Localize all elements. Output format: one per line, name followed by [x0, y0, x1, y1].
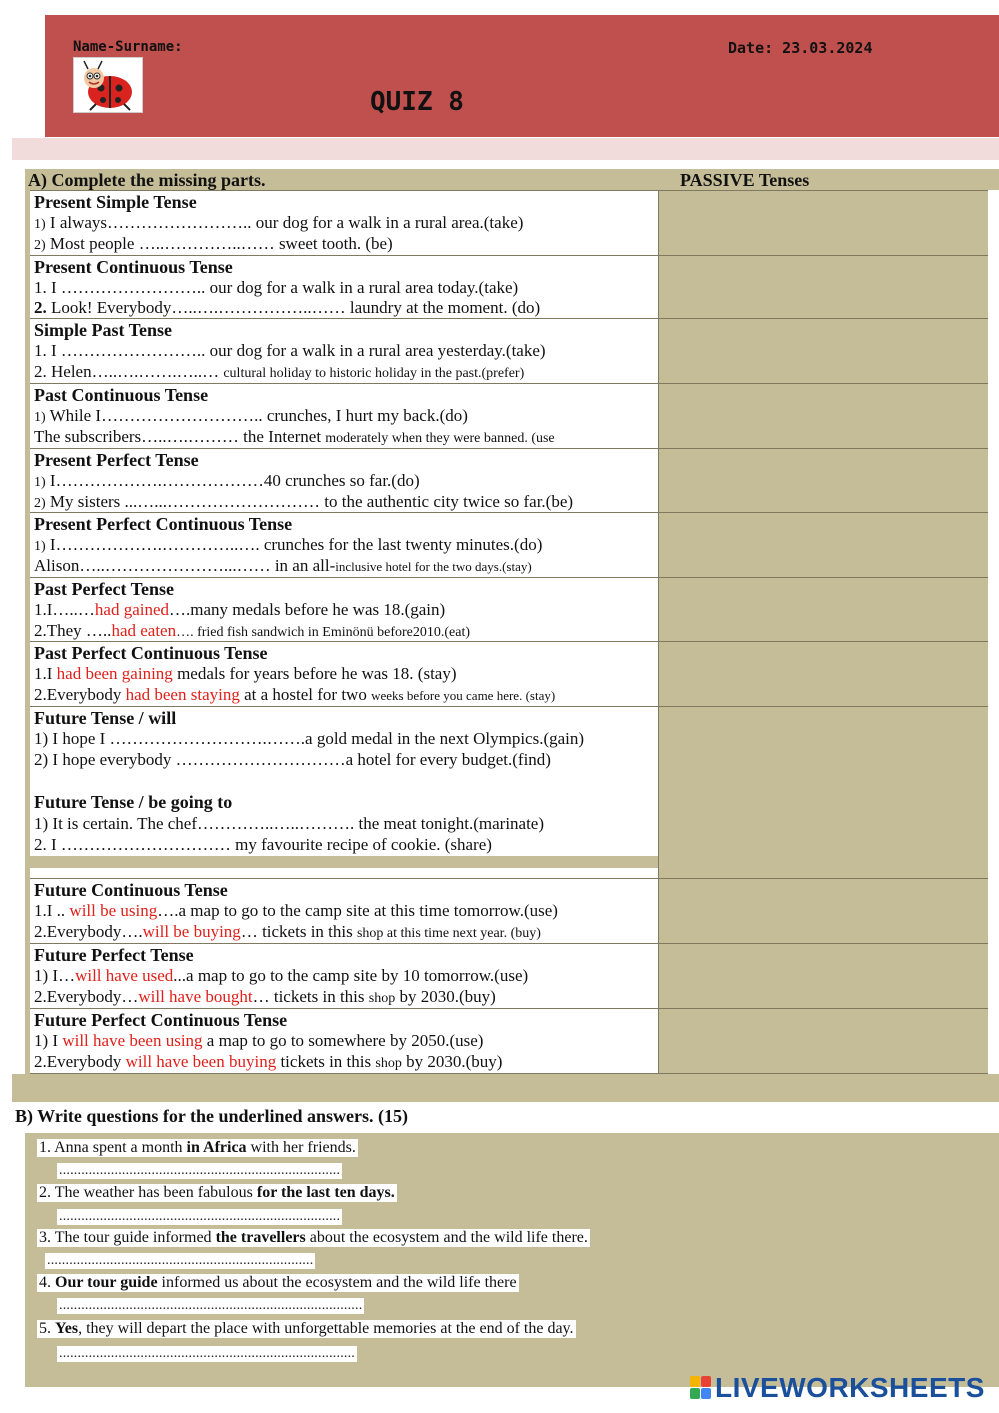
- tense-heading: Future Continuous Tense: [34, 880, 228, 900]
- exercise-line: 1. I …………………….. our dog for a walk in a rural area yesterday.(take): [34, 341, 546, 360]
- header-divider-band: [12, 138, 999, 160]
- active-cell: [30, 256, 659, 319]
- active-cell: [30, 319, 659, 384]
- exercise-line: 1.I had been gaining medals for years before he was 18. (stay): [34, 664, 457, 683]
- tense-heading: Past Perfect Continuous Tense: [34, 643, 268, 663]
- exercise-line: 2) Most people …..…………..…… sweet tooth. (be): [34, 234, 393, 253]
- exercise-line: 1) I…will have used...a map to go to the camp site by 10 tomorrow.(use): [34, 966, 529, 985]
- answer-blank[interactable]: ................................................................................: [59, 1346, 355, 1361]
- answer-blank[interactable]: ............................................................................: [59, 1209, 341, 1224]
- passive-answer-cell[interactable]: [659, 384, 988, 449]
- section-a-header: [25, 169, 999, 190]
- exercise-line: 1) While I……………………….. crunches, I hurt my back.(do): [34, 406, 468, 425]
- passive-answer-cell[interactable]: [659, 449, 988, 513]
- tense-heading: Future Perfect Tense: [34, 945, 194, 965]
- table-row: [30, 318, 988, 384]
- table-row: [30, 878, 988, 944]
- question-text: 2. The weather has been fabulous for the last ten days.: [39, 1184, 395, 1201]
- answer-text: had eaten: [111, 621, 177, 640]
- name-surname-label: Name-Surname:: [73, 39, 183, 55]
- exercise-line: 1) I will have been using a map to go to somewhere by 2050.(use): [34, 1031, 484, 1050]
- exercise-line: 1.I…..…had gained….many medals before he was 18.(gain): [34, 600, 446, 619]
- tense-heading: Past Continuous Tense: [34, 385, 209, 405]
- exercise-line: 2.They …..had eaten…. fried fish sandwich in Eminönü before2010.(eat): [34, 621, 471, 640]
- tense-heading: Simple Past Tense: [34, 320, 173, 340]
- passive-tenses-title: PASSIVE Tenses: [680, 170, 810, 190]
- exercise-line: 2) My sisters ...…...……………………… to the authentic city twice so far.(be): [34, 492, 574, 511]
- ladybug-icon: [73, 57, 143, 113]
- tense-heading: Future Tense / will: [34, 708, 177, 728]
- exercise-line: 2.Everybody….will be buying… tickets in this shop at this time next year. (buy): [34, 922, 541, 941]
- active-cell: [30, 191, 659, 256]
- passive-answer-cell[interactable]: [659, 879, 988, 944]
- table-row: [30, 943, 988, 1009]
- exercise-line: 1. I …………………….. our dog for a walk in a rural area today.(take): [34, 278, 519, 297]
- answer-text: will have used: [75, 966, 174, 985]
- header-banner: [45, 15, 999, 137]
- tenses-table: [25, 190, 988, 1074]
- tense-heading: Past Perfect Tense: [34, 579, 174, 599]
- tense-heading: Future Tense / be going to: [34, 792, 233, 812]
- active-cell: [30, 707, 659, 879]
- question-text: 1. Anna spent a month in Africa with her friends.: [39, 1139, 356, 1156]
- passive-answer-cell[interactable]: [659, 191, 988, 256]
- table-row: [30, 512, 988, 578]
- active-cell: [30, 1009, 659, 1073]
- question-text: 4. Our tour guide informed us about the ecosystem and the wild life there: [39, 1274, 517, 1291]
- passive-answer-cell[interactable]: [659, 319, 988, 384]
- exercise-line: 1) I……………….…………..…. crunches for the last twenty minutes.(do): [34, 535, 543, 554]
- passive-answer-cell[interactable]: [659, 578, 988, 642]
- exercise-line: 1.I .. will be using….a map to go to the camp site at this time tomorrow.(use): [34, 901, 558, 920]
- tense-heading: Present Perfect Continuous Tense: [34, 514, 293, 534]
- answer-text: will be using: [69, 901, 158, 920]
- active-cell: [30, 384, 659, 449]
- section-a-title: A) Complete the missing parts.: [28, 170, 266, 190]
- answer-text: had been staying: [125, 685, 240, 704]
- exercise-line: 1) It is certain. The chef…………..…..………. the meat tonight.(marinate): [34, 814, 545, 833]
- active-cell: [30, 879, 659, 944]
- table-row: [30, 706, 988, 879]
- answer-text: will have been using: [62, 1031, 203, 1050]
- liveworksheets-logo: [690, 1372, 985, 1404]
- active-cell: [30, 642, 659, 707]
- tense-heading: Future Perfect Continuous Tense: [34, 1010, 288, 1030]
- questions-list: [25, 1133, 999, 1387]
- section-b-header: [12, 1105, 999, 1127]
- page-title: QUIZ 8: [370, 87, 464, 117]
- answer-text: had been gaining: [56, 664, 173, 683]
- exercise-line: 1) I hope I ……………………….…….a gold medal in the next Olympics.(gain): [34, 729, 585, 748]
- answer-text: will have bought: [138, 987, 253, 1006]
- answer-blank[interactable]: ............................................................................: [59, 1163, 341, 1178]
- exercise-line: The subscribers…..….……… the Internet moderately when they were banned. (use: [34, 427, 555, 446]
- question-text: 3. The tour guide informed the travellers about the ecosystem and the wild life there.: [39, 1229, 588, 1246]
- exercise-line: 2) I hope everybody …………………………a hotel for every budget.(find): [34, 750, 551, 769]
- passive-answer-cell[interactable]: [659, 707, 988, 879]
- passive-answer-cell[interactable]: [659, 256, 988, 319]
- table-row: [30, 577, 988, 642]
- passive-answer-cell[interactable]: [659, 642, 988, 707]
- table-row: [30, 1008, 988, 1074]
- exercise-line: 2.Everybody will have been buying tickets in this shop by 2030.(buy): [34, 1052, 503, 1071]
- logo-text: LIVEWORKSHEETS: [715, 1372, 985, 1403]
- exercise-line: 2.Everybody…will have bought… tickets in this shop by 2030.(buy): [34, 987, 496, 1006]
- answer-blank[interactable]: ..................................................................................: [59, 1298, 363, 1313]
- table-row: [30, 383, 988, 449]
- passive-answer-cell[interactable]: [659, 1009, 988, 1073]
- exercise-line: Alison…..…………………...…… in an all-inclusive hotel for the two days.(stay): [34, 556, 532, 575]
- table-row: [30, 255, 988, 319]
- question-text: 5. Yes, they will depart the place with unforgettable memories at the end of the day.: [39, 1320, 574, 1337]
- exercise-line: 1) I always…………………….. our dog for a walk in a rural area.(take): [34, 213, 524, 232]
- exercise-line: 2. Look! Everybody…..….……………..…… laundry at the moment. (do): [34, 298, 541, 317]
- section-divider-band: [12, 1074, 999, 1102]
- answer-text: had gained: [94, 600, 170, 619]
- date-label: Date: 23.03.2024: [728, 39, 873, 57]
- exercise-line: 2. Helen…..….…….…..… cultural holiday to historic holiday in the past.(prefer): [34, 362, 525, 381]
- tense-heading: Present Simple Tense: [34, 192, 197, 212]
- active-cell: [30, 578, 659, 642]
- table-row: [30, 448, 988, 513]
- table-row: [30, 641, 988, 707]
- answer-text: will have been buying: [125, 1052, 277, 1071]
- table-row: [30, 190, 988, 256]
- exercise-line: 1) I……………….………………40 crunches so far.(do): [34, 471, 420, 490]
- active-cell: [30, 944, 659, 1009]
- answer-text: will be buying: [142, 922, 241, 941]
- passive-answer-cell[interactable]: [659, 944, 988, 1009]
- tense-heading: Present Perfect Tense: [34, 450, 199, 470]
- active-cell: [30, 513, 659, 578]
- exercise-line: 2.Everybody had been staying at a hostel for two weeks before you came here. (stay): [34, 685, 556, 704]
- tense-heading: Present Continuous Tense: [34, 257, 233, 277]
- liveworksheets-logo-icon: [690, 1376, 712, 1400]
- answer-blank[interactable]: ........................................................................: [47, 1253, 314, 1268]
- active-cell: [30, 449, 659, 513]
- exercise-line: 2. I ………………………… my favourite recipe of cookie. (share): [34, 835, 492, 854]
- passive-answer-cell[interactable]: [659, 513, 988, 578]
- section-b-title: B) Write questions for the underlined answers. (15): [15, 1106, 409, 1126]
